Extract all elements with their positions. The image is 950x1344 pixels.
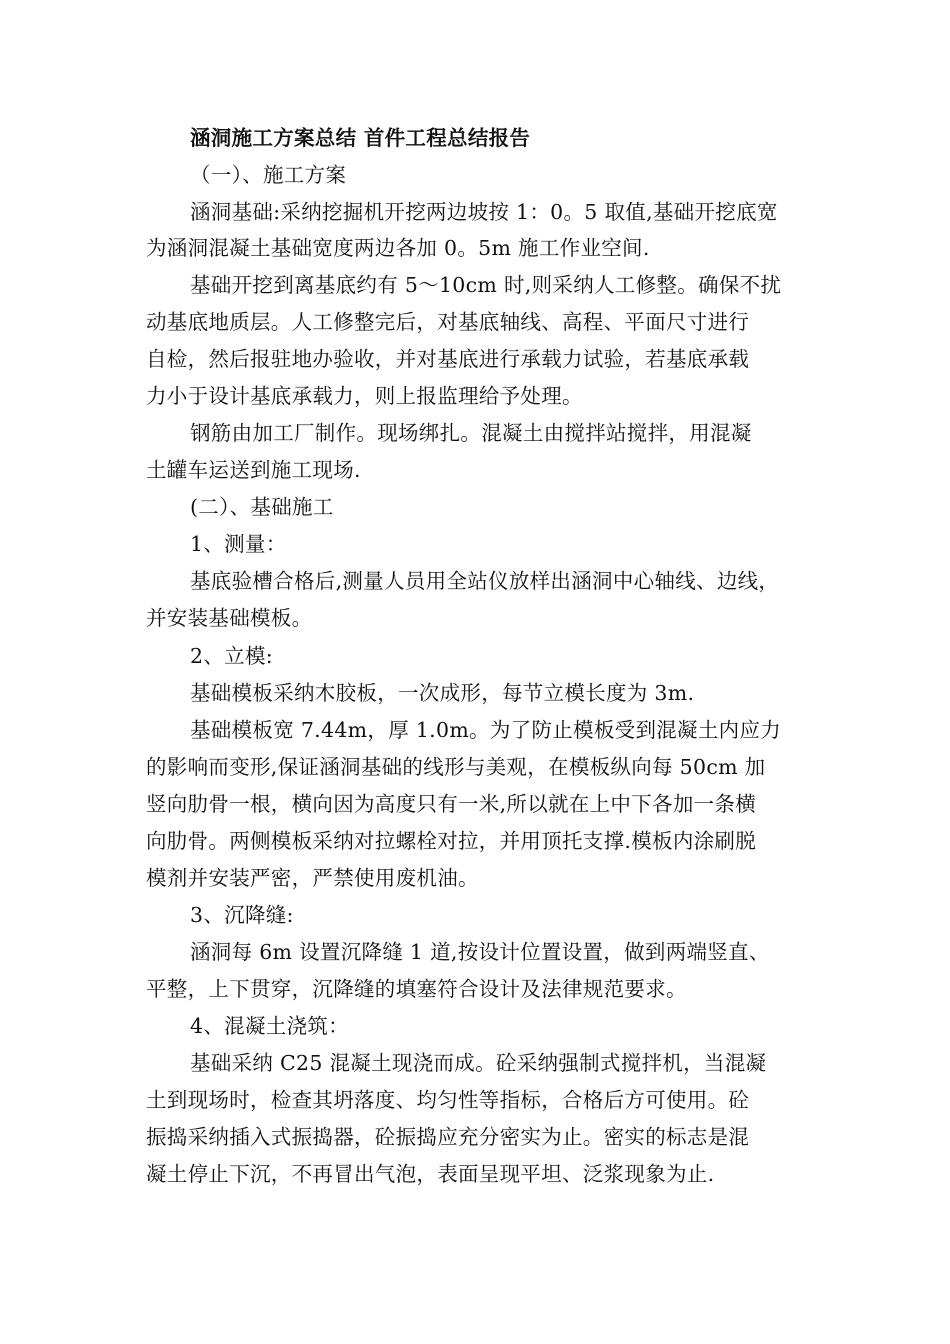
paragraph-line: 土到现场时，检查其坍落度、均匀性等指标，合格后方可使用。砼 <box>146 1088 750 1112</box>
paragraph-line: 并安装基础模板。 <box>146 606 313 630</box>
paragraph-line: 为涵洞混凝土基础宽度两边各加 0。5m 施工作业空间. <box>146 236 650 260</box>
paragraph-line: 钢筋由加工厂制作。现场绑扎。混凝土由搅拌站搅拌，用混凝 <box>190 421 752 445</box>
paragraph-line: 向肋骨。两侧模板采纳对拉螺栓对拉，并用顶托支撑.模板内涂刷脱 <box>146 829 757 853</box>
document-title: 涵洞施工方案总结 首件工程总结报告 <box>190 126 531 150</box>
paragraph-line: 振捣采纳插入式振捣器，砼振捣应充分密实为止。密实的标志是混 <box>146 1125 750 1149</box>
section-heading: （一）、施工方案 <box>190 163 347 187</box>
section-heading: (二）、基础施工 <box>190 495 334 519</box>
paragraph-line: 涵洞基础:采纳挖掘机开挖两边坡按 1：0。5 取值,基础开挖底宽 <box>190 200 778 224</box>
paragraph-line: 基底验槽合格后,测量人员用全站仪放样出涵洞中心轴线、边线， <box>190 569 780 593</box>
subsection-heading: 3、沉降缝: <box>190 903 294 927</box>
paragraph-line: 自检，然后报驻地办验收，并对基底进行承载力试验，若基底承载 <box>146 347 750 371</box>
paragraph-line: 基础模板宽 7.44m，厚 1.0m。为了防止模板受到混凝土内应力 <box>190 718 782 742</box>
paragraph-line: 平整，上下贯穿，沉降缝的填塞符合设计及法律规范要求。 <box>146 977 687 1001</box>
paragraph-line: 基础采纳 C25 混凝土现浇而成。砼采纳强制式搅拌机，当混凝 <box>190 1051 767 1075</box>
paragraph-line: 模剂并安装严密，严禁使用废机油。 <box>146 866 479 890</box>
paragraph-line: 的影响而变形,保证涵洞基础的线形与美观，在模板纵向每 50cm 加 <box>146 755 766 779</box>
subsection-heading: 1、测量： <box>190 532 287 556</box>
subsection-heading: 4、混凝土浇筑： <box>190 1014 349 1038</box>
paragraph-line: 竖向肋骨一根，横向因为高度只有一米,所以就在上中下各加一条横 <box>146 792 757 816</box>
paragraph-line: 土罐车运送到施工现场. <box>146 458 361 482</box>
paragraph-line: 动基底地质层。人工修整完后，对基底轴线、高程、平面尺寸进行 <box>146 310 750 334</box>
paragraph-line: 基础模板采纳木胶板，一次成形，每节立模长度为 3m. <box>190 681 695 705</box>
paragraph-line: 力小于设计基底承载力，则上报监理给予处理。 <box>146 384 583 408</box>
subsection-heading: 2、立模: <box>190 644 273 668</box>
paragraph-line: 涵洞每 6m 设置沉降缝 1 道,按设计位置设置，做到两端竖直、 <box>190 940 770 964</box>
paragraph-line: 凝土停止下沉，不再冒出气泡，表面呈现平坦、泛浆现象为止. <box>146 1162 715 1186</box>
paragraph-line: 基础开挖到离基底约有 5～10cm 时,则采纳人工修整。确保不扰 <box>190 273 782 297</box>
